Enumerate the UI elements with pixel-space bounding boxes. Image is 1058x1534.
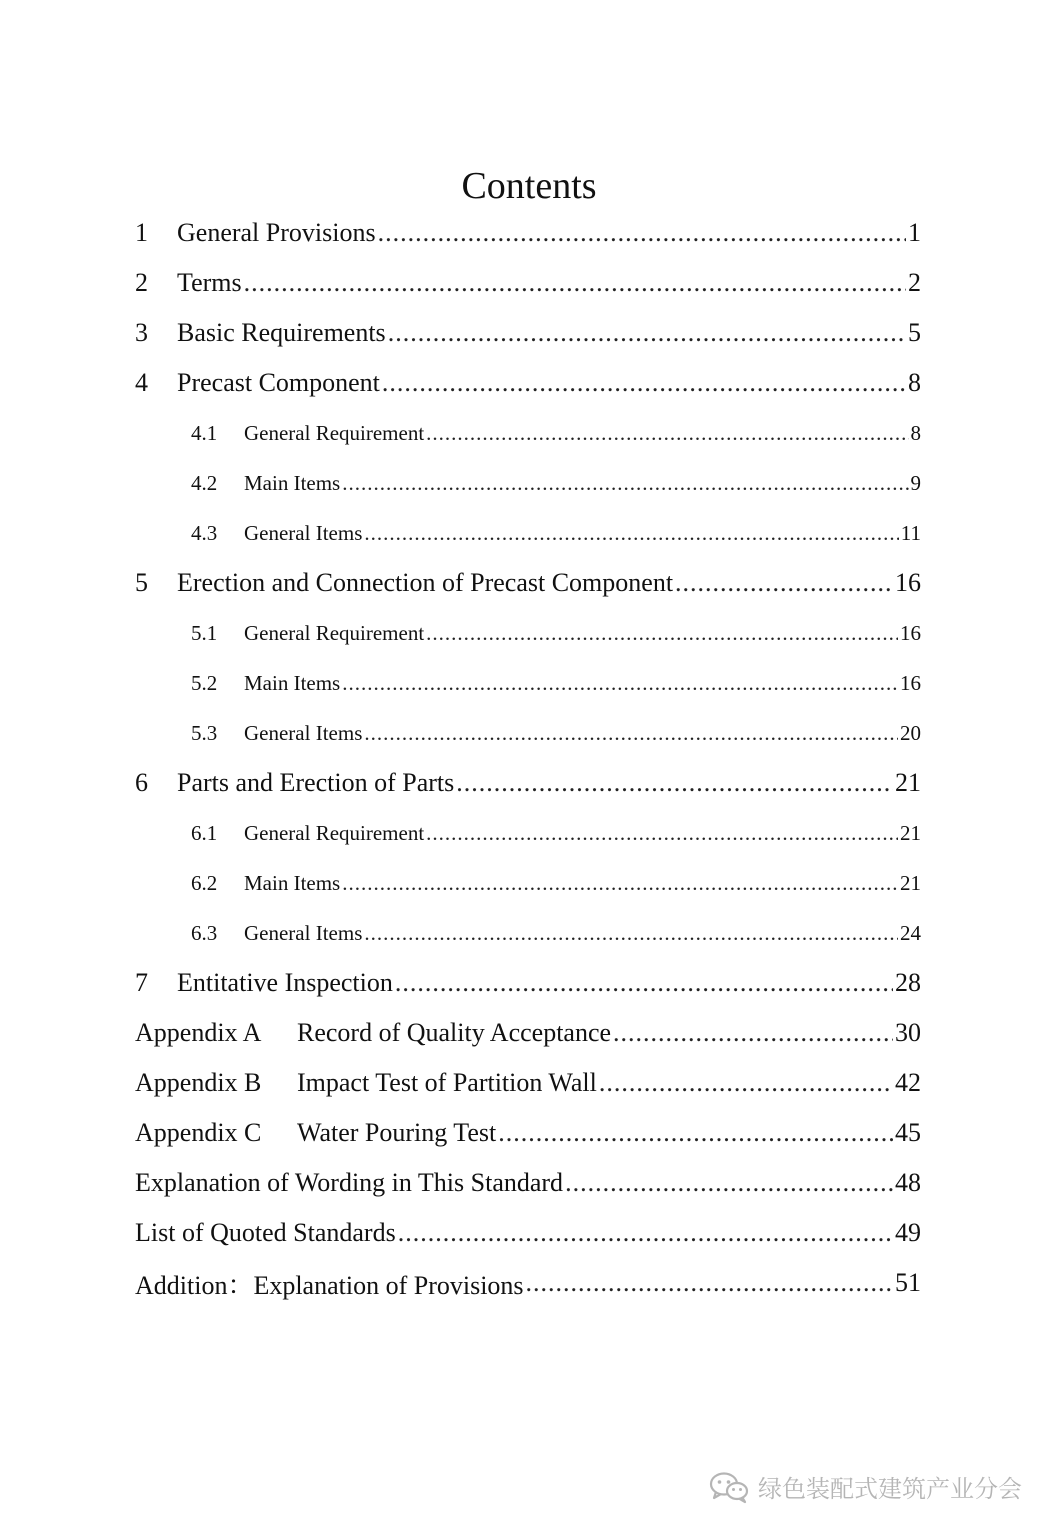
toc-entry-page: 16 [900, 670, 921, 695]
toc-entry-label: Explanation of Wording in This Standard [135, 1168, 564, 1197]
toc-subentry[interactable] [135, 608, 921, 658]
toc-dot-leader [398, 1218, 893, 1248]
toc-entry-page: 9 [910, 470, 921, 495]
toc-entry-number: Appendix B [135, 1068, 262, 1097]
toc-entry-number: 4 [135, 368, 148, 397]
toc-entry[interactable] [135, 208, 921, 258]
toc-entry-page: 21 [900, 820, 921, 845]
toc-dot-leader [426, 621, 898, 646]
toc-entry-page: 49 [895, 1218, 921, 1247]
toc-entry[interactable] [135, 1208, 921, 1258]
toc-dot-leader [382, 368, 906, 398]
toc-entry-number: Appendix C [135, 1118, 262, 1147]
toc-entry-number: 5.2 [191, 670, 218, 695]
toc-entry[interactable] [135, 1158, 921, 1208]
toc-subentry[interactable] [135, 408, 921, 458]
toc-subentry[interactable] [135, 508, 921, 558]
toc-entry-number: 7 [135, 968, 148, 997]
toc-dot-leader [364, 921, 898, 946]
toc-subentry[interactable] [135, 708, 921, 758]
toc-entry-label: Record of Quality Acceptance [297, 1018, 612, 1047]
toc-entry-label: General Requirement [244, 820, 425, 845]
toc-entry-number: 2 [135, 268, 148, 297]
toc-entry-label: Entitative Inspection [177, 968, 393, 997]
toc-subentry[interactable] [135, 658, 921, 708]
toc-entry-label: General Provisions [177, 218, 376, 247]
toc-dot-leader [613, 1018, 893, 1048]
toc-entry[interactable] [135, 358, 921, 408]
toc-entry-label: Main Items [244, 670, 341, 695]
toc-entry[interactable] [135, 258, 921, 308]
toc-entry-label: Main Items [244, 870, 341, 895]
toc-dot-leader [342, 671, 898, 696]
toc-entry-label: General Items [244, 720, 363, 745]
toc-entry-label: List of Quoted Standards [135, 1218, 396, 1247]
toc-entry-page: 8 [908, 368, 921, 397]
toc-subentry[interactable] [135, 808, 921, 858]
toc-entry-page: 11 [900, 520, 921, 545]
toc-entry-label: General Items [244, 920, 363, 945]
toc-entry-number: 4.3 [191, 520, 218, 545]
toc-entry-page: 16 [900, 620, 921, 645]
toc-appendix-entry[interactable] [135, 1108, 921, 1158]
toc-entry-number: 6.1 [191, 820, 218, 845]
toc-entry-number: 4.2 [191, 470, 218, 495]
toc-entry-label: Parts and Erection of Parts [177, 768, 455, 797]
toc-entry-page: 28 [895, 968, 921, 997]
toc-entry-label: Precast Component [177, 368, 380, 397]
toc-entry-number: 1 [135, 218, 148, 247]
toc-dot-leader [388, 318, 906, 348]
toc-dot-leader [244, 268, 906, 298]
toc-dot-leader [342, 471, 908, 496]
toc-entry-number: 5.3 [191, 720, 218, 745]
toc-appendix-entry[interactable] [135, 1058, 921, 1108]
toc-entry-label: General Requirement [244, 420, 425, 445]
toc-entry-label: Main Items [244, 470, 341, 495]
toc-entry-number: Appendix A [135, 1018, 262, 1047]
toc-dot-leader [342, 871, 898, 896]
toc-entry-page: 2 [908, 268, 921, 297]
toc-entry-page: 5 [908, 318, 921, 347]
toc-entry-page: 21 [895, 768, 921, 797]
toc-entry-page: 8 [910, 420, 921, 445]
toc-dot-leader [378, 218, 906, 248]
toc-entry-page: 51 [895, 1268, 921, 1297]
table-of-contents [135, 208, 921, 1308]
toc-entry[interactable] [135, 308, 921, 358]
toc-dot-leader [456, 768, 893, 798]
toc-subentry[interactable] [135, 908, 921, 958]
toc-entry-number: 6 [135, 768, 148, 797]
toc-dot-leader [599, 1068, 893, 1098]
toc-entry-number: 3 [135, 318, 148, 347]
toc-dot-leader [364, 521, 898, 546]
toc-appendix-entry[interactable] [135, 1008, 921, 1058]
wechat-icon [708, 1470, 750, 1504]
toc-dot-leader [498, 1118, 893, 1148]
toc-subentry[interactable] [135, 458, 921, 508]
toc-entry-page: 16 [895, 568, 921, 597]
toc-dot-leader [565, 1168, 893, 1198]
toc-dot-leader [395, 968, 893, 998]
toc-entry-page: 21 [900, 870, 921, 895]
toc-dot-leader [675, 568, 893, 598]
toc-entry-number: 4.1 [191, 420, 218, 445]
toc-entry-label: Impact Test of Partition Wall [297, 1068, 597, 1097]
toc-entry-number: 6.3 [191, 920, 218, 945]
toc-entry[interactable] [135, 958, 921, 1008]
watermark [708, 1469, 1022, 1504]
toc-entry-page: 42 [895, 1068, 921, 1097]
toc-entry-label: Erection and Connection of Precast Component [177, 568, 674, 597]
toc-entry-page: 1 [908, 218, 921, 247]
page-title: Contents [461, 165, 597, 207]
toc-entry-number: 5.1 [191, 620, 218, 645]
toc-entry-label: General Items [244, 520, 363, 545]
toc-entry-number: 5 [135, 568, 148, 597]
toc-entry-label: Addition：Explanation of Provisions [135, 1270, 524, 1300]
toc-entry-page: 20 [900, 720, 921, 745]
toc-entry[interactable] [135, 1258, 921, 1308]
toc-dot-leader [526, 1268, 893, 1298]
toc-entry-page: 48 [895, 1168, 921, 1197]
toc-entry-label: General Requirement [244, 620, 425, 645]
toc-subentry[interactable] [135, 858, 921, 908]
toc-entry[interactable] [135, 758, 921, 808]
toc-entry-page: 24 [900, 920, 921, 945]
toc-entry-label: Terms [177, 268, 242, 297]
toc-dot-leader [426, 821, 898, 846]
toc-entry-number: 6.2 [191, 870, 218, 895]
toc-dot-leader [364, 721, 898, 746]
toc-entry-label: Basic Requirements [177, 318, 386, 347]
toc-entry-page: 30 [895, 1018, 921, 1047]
toc-entry-label: Water Pouring Test [297, 1118, 497, 1147]
toc-entry-page: 45 [895, 1118, 921, 1147]
watermark-text: 绿色装配式建筑产业分会 [758, 1475, 1022, 1503]
toc-entry[interactable] [135, 558, 921, 608]
toc-dot-leader [426, 421, 908, 446]
